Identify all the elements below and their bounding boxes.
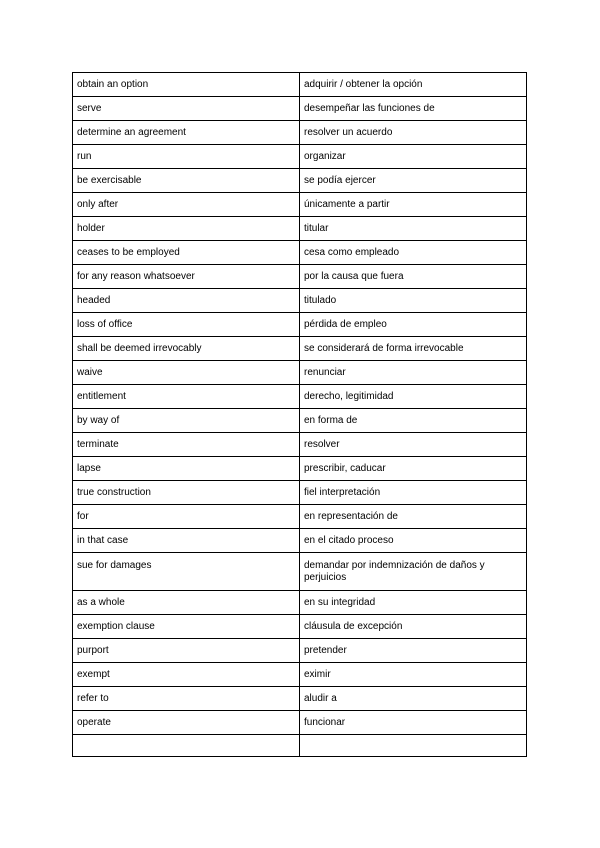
english-term-cell: in that case xyxy=(73,529,300,553)
table-row xyxy=(73,193,527,217)
english-term-cell: as a whole xyxy=(73,591,300,615)
english-term-cell: only after xyxy=(73,193,300,217)
spanish-term-cell: resolver un acuerdo xyxy=(300,121,527,145)
english-term-cell: waive xyxy=(73,361,300,385)
english-term-cell: determine an agreement xyxy=(73,121,300,145)
table-row xyxy=(73,687,527,711)
spanish-term-cell: prescribir, caducar xyxy=(300,457,527,481)
spanish-term-cell: en forma de xyxy=(300,409,527,433)
spanish-term-cell: titular xyxy=(300,217,527,241)
table-row xyxy=(73,73,527,97)
table-row xyxy=(73,145,527,169)
spanish-term-cell xyxy=(300,735,527,757)
table-row xyxy=(73,615,527,639)
spanish-term-cell: aludir a xyxy=(300,687,527,711)
table-row xyxy=(73,385,527,409)
english-term-cell: run xyxy=(73,145,300,169)
table-row xyxy=(73,553,527,591)
table-row xyxy=(73,313,527,337)
english-term-cell: holder xyxy=(73,217,300,241)
table-row xyxy=(73,457,527,481)
spanish-term-cell: cláusula de excepción xyxy=(300,615,527,639)
spanish-term-cell: derecho, legitimidad xyxy=(300,385,527,409)
english-term-cell: exemption clause xyxy=(73,615,300,639)
table-row xyxy=(73,289,527,313)
spanish-term-cell: en el citado proceso xyxy=(300,529,527,553)
table-row xyxy=(73,337,527,361)
table-row xyxy=(73,433,527,457)
english-term-cell: by way of xyxy=(73,409,300,433)
english-term-cell: operate xyxy=(73,711,300,735)
english-term-cell: ceases to be employed xyxy=(73,241,300,265)
spanish-term-cell: se podía ejercer xyxy=(300,169,527,193)
spanish-term-cell: en representación de xyxy=(300,505,527,529)
spanish-term-cell: fiel interpretación xyxy=(300,481,527,505)
english-term-cell: terminate xyxy=(73,433,300,457)
table-row xyxy=(73,121,527,145)
table-row xyxy=(73,97,527,121)
table-row xyxy=(73,265,527,289)
spanish-term-cell: titulado xyxy=(300,289,527,313)
spanish-term-cell: por la causa que fuera xyxy=(300,265,527,289)
table-row xyxy=(73,591,527,615)
table-row xyxy=(73,639,527,663)
spanish-term-cell: adquirir / obtener la opción xyxy=(300,73,527,97)
spanish-term-cell: funcionar xyxy=(300,711,527,735)
glossary-table-body xyxy=(73,73,527,757)
english-term-cell: for xyxy=(73,505,300,529)
glossary-table xyxy=(72,72,527,757)
spanish-term-cell: renunciar xyxy=(300,361,527,385)
table-row xyxy=(73,169,527,193)
table-row xyxy=(73,409,527,433)
english-term-cell: obtain an option xyxy=(73,73,300,97)
table-row xyxy=(73,361,527,385)
spanish-term-cell: únicamente a partir xyxy=(300,193,527,217)
english-term-cell: loss of office xyxy=(73,313,300,337)
spanish-term-cell: organizar xyxy=(300,145,527,169)
table-row xyxy=(73,663,527,687)
english-term-cell: serve xyxy=(73,97,300,121)
english-term-cell xyxy=(73,735,300,757)
table-row xyxy=(73,217,527,241)
spanish-term-cell: eximir xyxy=(300,663,527,687)
spanish-term-cell: en su integridad xyxy=(300,591,527,615)
english-term-cell: purport xyxy=(73,639,300,663)
english-term-cell: be exercisable xyxy=(73,169,300,193)
english-term-cell: lapse xyxy=(73,457,300,481)
english-term-cell: for any reason whatsoever xyxy=(73,265,300,289)
table-row xyxy=(73,241,527,265)
english-term-cell: sue for damages xyxy=(73,553,300,591)
english-term-cell: entitlement xyxy=(73,385,300,409)
english-term-cell: headed xyxy=(73,289,300,313)
english-term-cell: shall be deemed irrevocably xyxy=(73,337,300,361)
table-row xyxy=(73,505,527,529)
spanish-term-cell: desempeñar las funciones de xyxy=(300,97,527,121)
table-row xyxy=(73,529,527,553)
spanish-term-cell: pérdida de empleo xyxy=(300,313,527,337)
english-term-cell: exempt xyxy=(73,663,300,687)
table-row xyxy=(73,711,527,735)
spanish-term-cell: cesa como empleado xyxy=(300,241,527,265)
english-term-cell: refer to xyxy=(73,687,300,711)
table-row xyxy=(73,481,527,505)
english-term-cell: true construction xyxy=(73,481,300,505)
spanish-term-cell: pretender xyxy=(300,639,527,663)
spanish-term-cell: demandar por indemnización de daños y perjuicios xyxy=(300,553,527,591)
table-row xyxy=(73,735,527,757)
spanish-term-cell: se considerará de forma irrevocable xyxy=(300,337,527,361)
spanish-term-cell: resolver xyxy=(300,433,527,457)
